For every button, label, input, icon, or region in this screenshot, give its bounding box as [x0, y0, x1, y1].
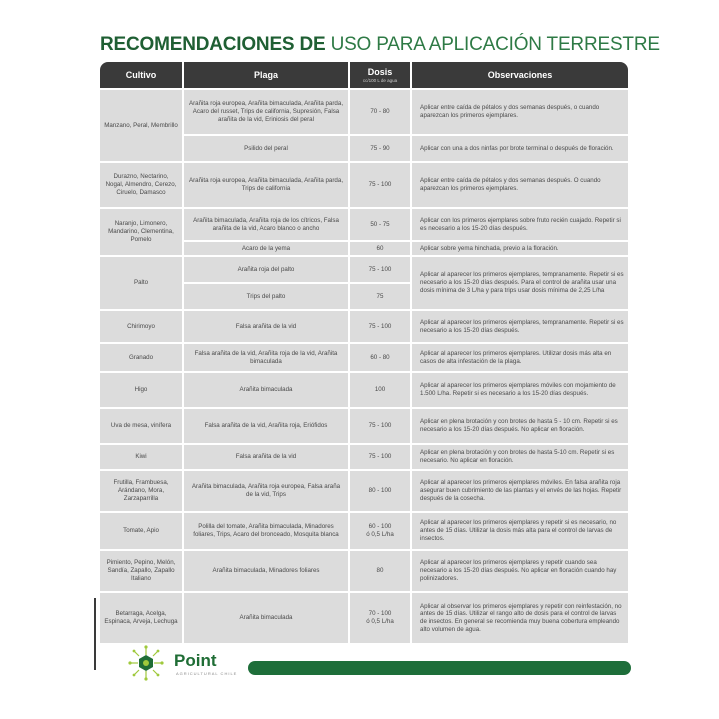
- table-row: [100, 551, 628, 591]
- table-row: [100, 513, 628, 549]
- header-dosis-label: Dosis: [367, 67, 393, 77]
- cell-plaga: Arañita roja europea, Arañita bimaculada, Arañita parda, Acaro del russet, Trips de california, Supresión, Falsa arañita de la vid, Eriniosis del peral: [184, 90, 348, 134]
- cell-plaga: Falsa arañita de la vid: [184, 311, 348, 342]
- cell-observaciones: Aplicar al observar los primeros ejemplares y repetir con reinfestación, no antes de 15 días. Utilizar el rango alto de dosis para el control de larvas de insectos. En general se recomienda muy buena cobertura empleando alto volumen de agua.: [412, 593, 628, 643]
- header-cultivo: Cultivo: [100, 62, 182, 88]
- cell-dosis: 70 - 80: [350, 90, 410, 134]
- cell-observaciones: Aplicar al aparecer los primeros ejemplares móviles con mojamiento de 1.500 L/ha. Repetir si es necesario a los 15-20 días después.: [412, 373, 628, 407]
- cell-plaga: Trips del palto: [184, 284, 348, 309]
- cell-cultivo: Granado: [100, 344, 182, 371]
- cell-cultivo: Uva de mesa, vinífera: [100, 409, 182, 443]
- table-row: [100, 373, 628, 407]
- cell-observaciones: Aplicar en plena brotación y con brotes de hasta 5 - 10 cm. Repetir si es necesario a los 15-20 días después. No aplicar en floración.: [412, 409, 628, 443]
- cell-dosis: 75: [350, 284, 410, 309]
- cell-observaciones: Aplicar con una a dos ninfas por brote terminal o después de floración.: [412, 136, 628, 161]
- cell-plaga: Falsa arañita de la vid: [184, 445, 348, 469]
- footer-green-bar: [248, 661, 631, 675]
- table-row: [100, 344, 628, 371]
- cell-dosis: [350, 593, 410, 643]
- logo-text: Point: [174, 651, 217, 670]
- cell-plaga: Acaro de la yema: [184, 242, 348, 255]
- cell-plaga: Polilla del tomate, Arañita bimaculada, Minadores foliares, Trips, Acaro del bronceado, Mosquita blanca: [184, 513, 348, 549]
- dosis-alt: ó 0,5 L/ha: [366, 618, 394, 625]
- header-observaciones: Observaciones: [412, 62, 628, 88]
- recommendations-table: [98, 60, 626, 645]
- cell-plaga: Arañita bimaculada: [184, 373, 348, 407]
- cell-plaga: Psilido del peral: [184, 136, 348, 161]
- title-bold: RECOMENDACIONES DE: [100, 34, 326, 55]
- dosis-value: 70 - 100: [368, 610, 392, 618]
- cell-dosis: 80 - 100: [350, 471, 410, 511]
- table-row: [100, 409, 628, 443]
- cell-cultivo: Pimiento, Pepino, Melón, Sandía, Zapallo, Zapallo Italiano: [100, 551, 182, 591]
- header-plaga: Plaga: [184, 62, 348, 88]
- cell-dosis: 50 - 75: [350, 209, 410, 240]
- cell-observaciones: Aplicar al aparecer los primeros ejemplares y repetir cuando sea necesario a los 15-20 días después. No aplicar en floración cuando hay polinizadores.: [412, 551, 628, 591]
- footer-divider-line: [94, 598, 96, 670]
- cell-cultivo: Tomate, Apio: [100, 513, 182, 549]
- cell-dosis: 60: [350, 242, 410, 255]
- cell-cultivo: Betarraga, Acelga, Espinaca, Arveja, Lechuga: [100, 593, 182, 643]
- cell-dosis: 100: [350, 373, 410, 407]
- cell-dosis: [350, 513, 410, 549]
- page-title: [100, 34, 660, 56]
- cell-plaga: Falsa arañita de la vid, Arañita roja, Eriófidos: [184, 409, 348, 443]
- cell-plaga: Falsa arañita de la vid, Arañita roja de la vid, Arañita bimaculada: [184, 344, 348, 371]
- table-row: [100, 593, 628, 643]
- cell-cultivo: Higo: [100, 373, 182, 407]
- cell-dosis: 75 - 100: [350, 257, 410, 282]
- dosis-alt: ó 0,5 L/ha: [366, 531, 394, 538]
- point-logo-icon: [128, 645, 164, 681]
- cell-plaga: Arañita roja del palto: [184, 257, 348, 282]
- table-row: [100, 445, 628, 469]
- cell-plaga: Arañita roja europea, Arañita bimaculada, Arañita parda, Trips de california: [184, 163, 348, 207]
- cell-observaciones: Aplicar entre caída de pétalos y dos semanas después. O cuando aparezcan los primeros ejemplares.: [412, 163, 628, 207]
- cell-observaciones: Aplicar al aparecer los primeros ejemplares y repetir si es necesario, no antes de 15 días. Utilizar la dosis más alta para el control de larvas de insectos.: [412, 513, 628, 549]
- cell-dosis: 75 - 100: [350, 409, 410, 443]
- dosis-value: 60 - 100: [368, 523, 392, 531]
- cell-dosis: 75 - 100: [350, 311, 410, 342]
- cell-plaga: Arañita bimaculada: [184, 593, 348, 643]
- cell-observaciones: Aplicar al aparecer los primeros ejemplares móviles. En falsa arañita roja asegurar buen cubrimiento de las plantas y el envés de las hojas. Repetir después de la cosecha.: [412, 471, 628, 511]
- table-row: [100, 257, 628, 282]
- cell-dosis: 75 - 100: [350, 163, 410, 207]
- table-header-row: [100, 62, 628, 88]
- cell-cultivo: Manzano, Peral, Membrillo: [100, 90, 182, 161]
- cell-cultivo: Kiwi: [100, 445, 182, 469]
- cell-dosis: 75 - 90: [350, 136, 410, 161]
- title-light: USO PARA APLICACIÓN TERRESTRE: [325, 34, 660, 55]
- cell-plaga: Arañita bimaculada, Arañita roja europea, Falsa araña de la vid, Trips: [184, 471, 348, 511]
- cell-plaga: Arañita bimaculada, Minadores foliares: [184, 551, 348, 591]
- cell-observaciones: Aplicar entre caída de pétalos y dos semanas después, o cuando aparezcan los primeros ejemplares.: [412, 90, 628, 134]
- cell-cultivo: Palto: [100, 257, 182, 309]
- cell-dosis: 60 - 80: [350, 344, 410, 371]
- table-row: [100, 163, 628, 207]
- cell-cultivo: Naranjo, Limonero, Mandarino, Clementina, Pomelo: [100, 209, 182, 255]
- table-row: [100, 209, 628, 240]
- cell-dosis: 80: [350, 551, 410, 591]
- table-row: [100, 90, 628, 134]
- cell-observaciones: Aplicar al aparecer los primeros ejemplares, tempranamente. Repetir si es necesario a los 15-20 días después.: [412, 311, 628, 342]
- header-dosis-unit: cc/100 L de agua: [362, 78, 398, 83]
- header-dosis: [350, 62, 410, 88]
- table-row: [100, 311, 628, 342]
- cell-dosis: 75 - 100: [350, 445, 410, 469]
- cell-observaciones: Aplicar en plena brotación y con brotes de hasta 5-10 cm. Repetir si es necesario. No aplicar en floración.: [412, 445, 628, 469]
- table-row: [100, 471, 628, 511]
- cell-observaciones: Aplicar al aparecer los primeros ejemplares. Utilizar dosis más alta en casos de alta infestación de la plaga.: [412, 344, 628, 371]
- cell-plaga: Arañita bimaculada, Arañita roja de los cítricos, Falsa arañita de la vid, Acaro blanco o ancho: [184, 209, 348, 240]
- cell-cultivo: Durazno, Nectarino, Nogal, Almendro, Cerezo, Ciruelo, Damasco: [100, 163, 182, 207]
- logo-subtitle: AGRICULTURAL CHILE: [176, 671, 238, 676]
- cell-observaciones: Aplicar al aparecer los primeros ejemplares, tempranamente. Repetir si es necesario a los 15-20 días después. Para el control de arañita usar una dosis mínima de 3 L/ha y para trips usar dosis mínima de 2,25 L/ha: [412, 257, 628, 309]
- cell-observaciones: Aplicar sobre yema hinchada, previo a la floración.: [412, 242, 628, 255]
- cell-cultivo: Chirimoyo: [100, 311, 182, 342]
- cell-cultivo: Frutilla, Frambuesa, Arándano, Mora, Zarzaparrilla: [100, 471, 182, 511]
- cell-observaciones: Aplicar con los primeros ejemplares sobre fruto recién cuajado. Repetir si es necesario a los 15-20 días después.: [412, 209, 628, 240]
